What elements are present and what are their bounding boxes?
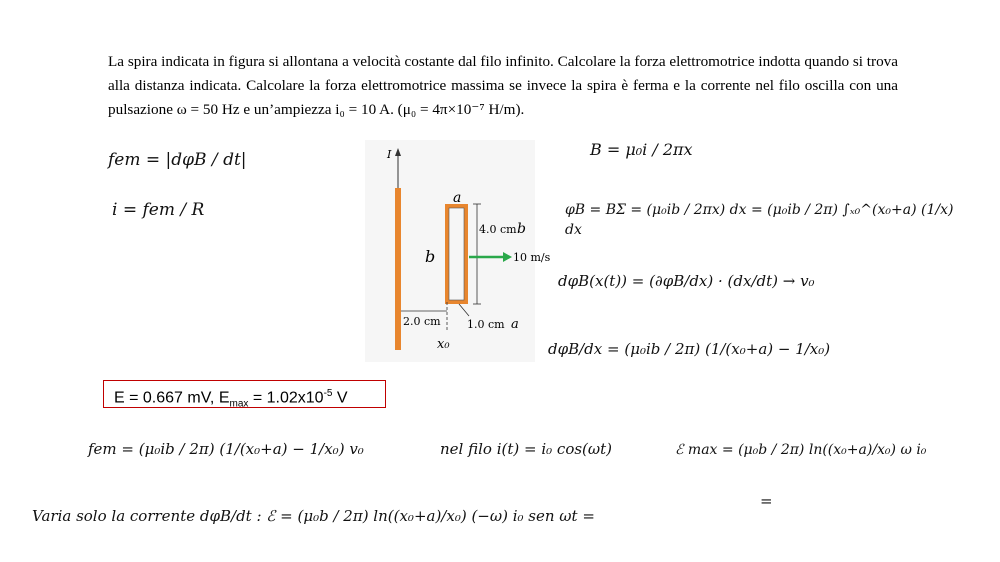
current-definition: i = fem / R	[112, 200, 205, 220]
answer-e-mid: = 1.02x10	[248, 389, 324, 407]
thickness-var: a	[511, 317, 519, 332]
equals-mark: =	[760, 492, 773, 510]
x0-label: x₀	[437, 337, 450, 352]
chain-rule-formula: dφB(x(t)) = (∂φB/dx) · (dx/dt) → v₀	[558, 272, 815, 290]
fem-result: fem = (μ₀ib / 2π) (1/(x₀+a) − 1/x₀) v₀	[88, 440, 364, 458]
emax-formula: ℰ max = (μ₀b / 2π) ln((x₀+a)/x₀) ω i₀	[675, 442, 927, 458]
derivative-formula: dφB/dx = (μ₀ib / 2π) (1/(x₀+a) − 1/x₀)	[548, 340, 831, 358]
answer-e-sup: -5	[323, 388, 333, 399]
b-field-formula: B = μ₀i / 2πx	[590, 140, 693, 159]
width-var: a	[453, 190, 462, 206]
answer-box	[103, 380, 386, 408]
height-var: b	[517, 221, 526, 237]
answer-e-sub: max	[229, 398, 249, 410]
problem-statement: La spira indicata in figura si allontana a velocità costante dal filo infinito. Calcolare la forza elettromotrice indotta quando si trova alla distanza indicata. Calcolare la forza elettromotrice massima se invece la spira è ferma e la corrente nel filo oscilla con una pulsazione ω = 50 Hz e un’ampiezza i₀ = 10 A. (μ₀ = 4π×10⁻⁷ H/m).	[108, 53, 898, 118]
height-label: 4.0 cm	[479, 223, 517, 236]
thickness-label: 1.0 cm	[467, 318, 505, 331]
distance-label: 2.0 cm	[403, 315, 441, 328]
answer-e-unit: V	[332, 389, 348, 407]
side-var: b	[425, 247, 436, 266]
answer-e-label: E = 0.667 mV, E	[114, 389, 230, 407]
fem-definition: fem = |dφB / dt|	[108, 150, 247, 170]
wire-current: nel filo i(t) = i₀ cos(ωt)	[440, 440, 613, 458]
varying-current-formula: Varia solo la corrente dφB/dt : ℰ = (μ₀b / 2π) ln((x₀+a)/x₀) (−ω) i₀ sen ωt =	[32, 507, 595, 525]
flux-formula: φB = BΣ = (μ₀ib / 2πx) dx = (μ₀ib / 2π) ∫ₓ₀^(x₀+a) (1/x) dx	[565, 202, 954, 238]
velocity-label: 10 m/s	[513, 251, 551, 264]
loop-figure	[365, 140, 551, 362]
current-label: I	[387, 148, 392, 161]
infinite-wire	[395, 188, 401, 350]
